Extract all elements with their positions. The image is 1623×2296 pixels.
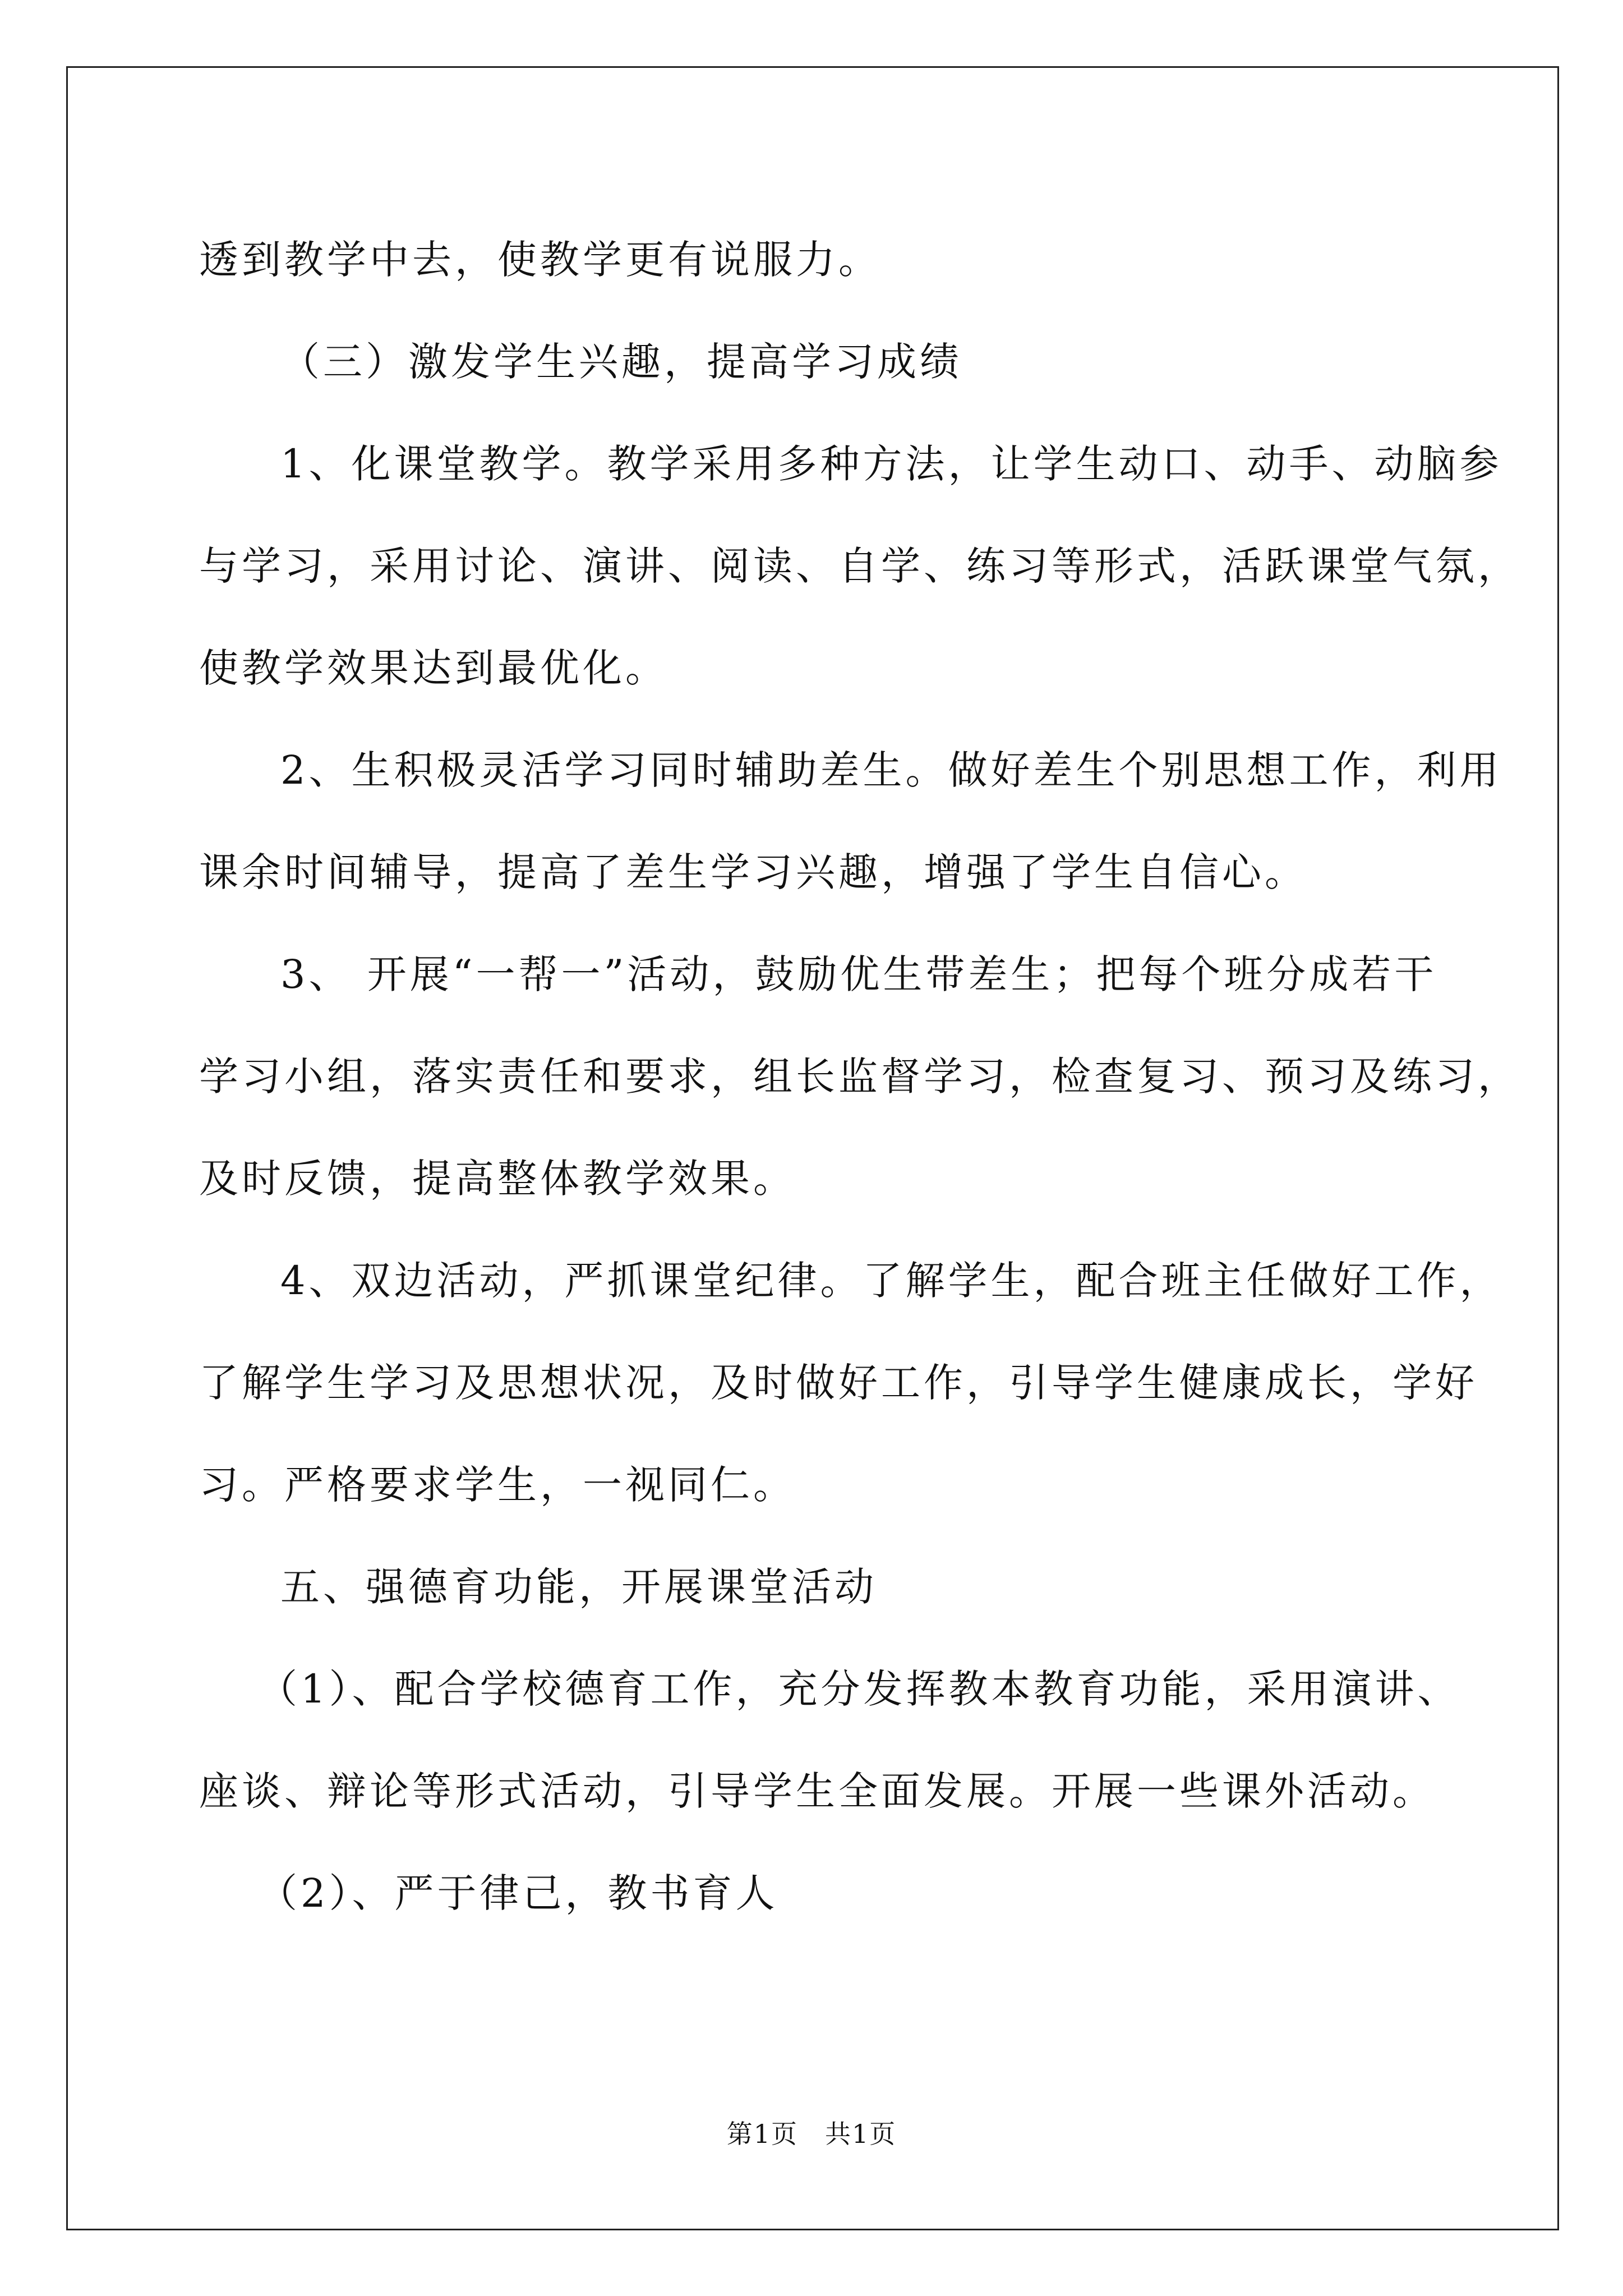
text-line: 3、 开展“一帮一”活动，鼓励优生带差生；把每个班分成若干 [280, 951, 1437, 997]
text-line: 使教学效果达到最优化。 [199, 645, 668, 691]
text-line: 与学习，采用讨论、演讲、阅读、自学、练习等形式，活跃课堂气氛， [199, 543, 1520, 589]
page-number-current: 第1页 [726, 2119, 798, 2149]
section-heading: 五、强德育功能，开展课堂活动 [280, 1564, 877, 1610]
text-line: 透到教学中去，使教学更有说服力。 [199, 237, 881, 283]
text-line: 习。严格要求学生，一视同仁。 [199, 1462, 796, 1508]
text-line: 课余时间辅导，提高了差生学习兴趣，增强了学生自信心。 [199, 849, 1307, 895]
text-line: 2、生积极灵活学习同时辅助差生。做好差生个别思想工作，利用 [280, 747, 1502, 793]
text-line: （1）、配合学校德育工作，充分发挥教本教育功能，采用演讲、 [258, 1666, 1460, 1712]
document-body [199, 209, 1520, 1944]
text-line: 4、双边活动，严抓课堂纪律。了解学生，配合班主任做好工作， [280, 1258, 1502, 1304]
text-line: 1、化课堂教学。教学采用多种方法，让学生动口、动手、动脑参 [280, 441, 1502, 487]
text-line: （2）、严于律己，教书育人 [258, 1870, 778, 1916]
page-number-total: 共1页 [825, 2119, 897, 2149]
page-footer [0, 2114, 1623, 2151]
section-heading: （三）激发学生兴趣，提高学习成绩 [280, 339, 962, 385]
text-line: 学习小组，落实责任和要求，组长监督学习，检查复习、预习及练习， [199, 1053, 1520, 1099]
text-line: 座谈、辩论等形式活动，引导学生全面发展。开展一些课外活动。 [199, 1768, 1435, 1814]
text-line: 了解学生学习及思想状况，及时做好工作，引导学生健康成长，学好 [199, 1360, 1478, 1406]
text-line: 及时反馈，提高整体教学效果。 [199, 1156, 796, 1202]
